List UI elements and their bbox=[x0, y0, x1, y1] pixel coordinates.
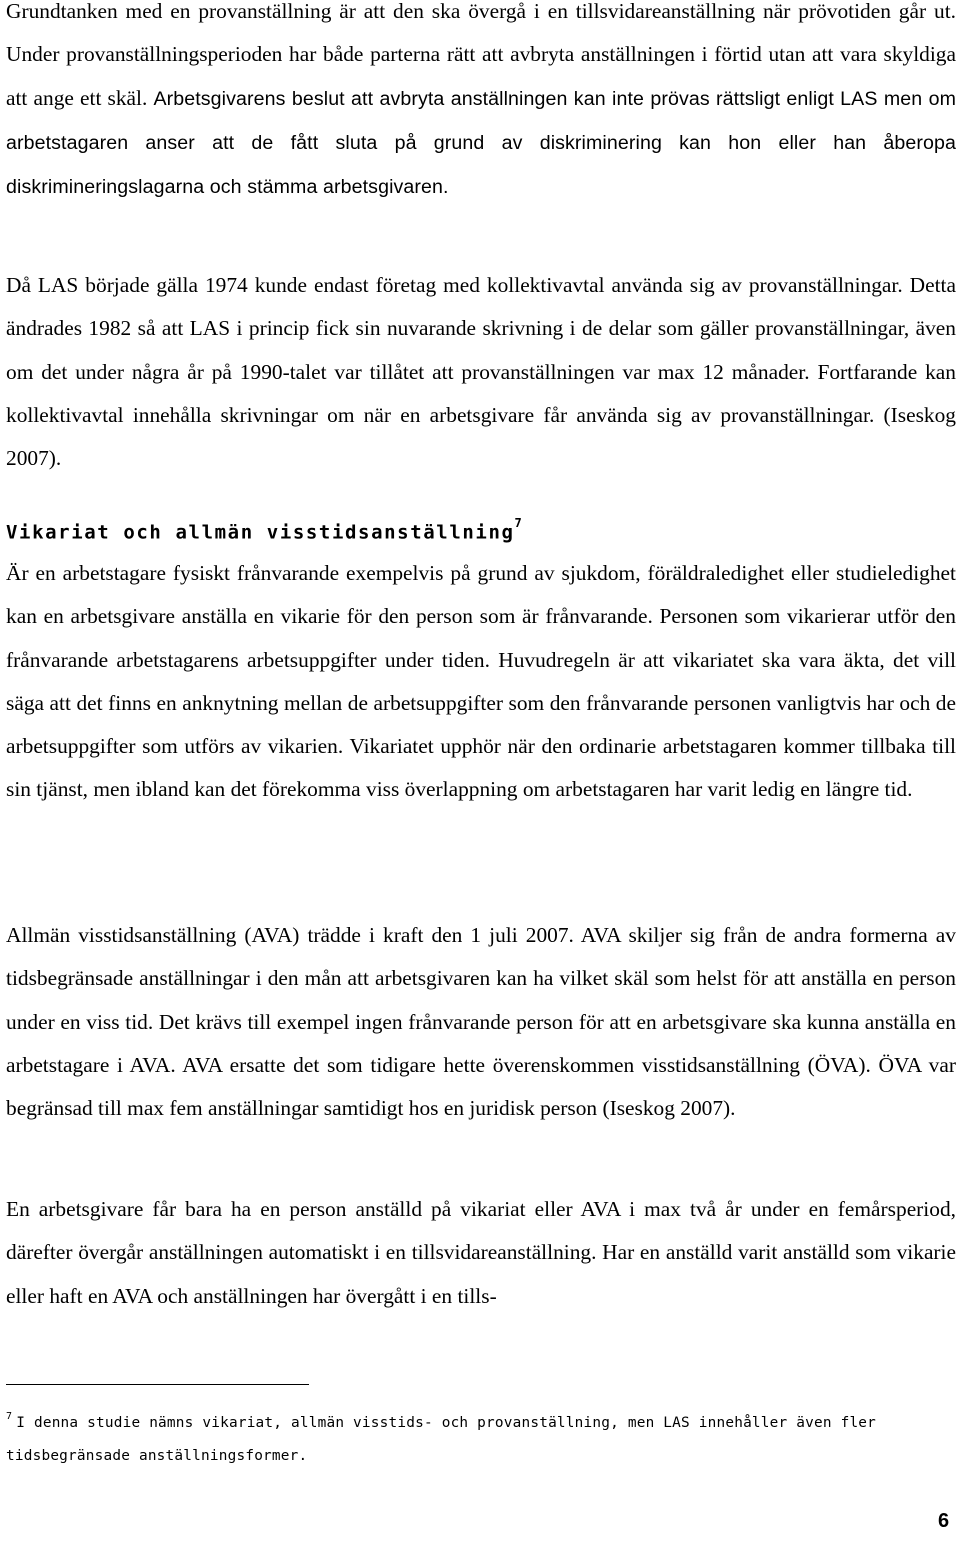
page-number: 6 bbox=[938, 1510, 950, 1532]
paragraph-1-sans-text: Arbetsgivarens beslut att avbryta anställningen kan inte prövas rättsligt enligt LAS men om arbetstagaren anser att de fått sluta på grund av diskriminering kan hon eller han åberopa diskrimineringslagarna och stämma arbetsgivaren. bbox=[6, 87, 956, 199]
paragraph-1-serif-text: Grundtanken med en provanställning är att den ska övergå i en tillsvidareanställning när prövotiden går ut. Under provanställningsperioden har både parterna rätt att avbryta anställningen i förtid utan att vara skyldiga att ange ett skäl. bbox=[6, 0, 956, 110]
section-heading-text: Vikariat och allmän visstidsanställning bbox=[6, 521, 515, 544]
paragraph-las-history: Då LAS började gälla 1974 kunde endast företag med kollektivavtal använda sig av provanställningar. Detta ändrades 1982 så att LAS i princip fick sin nuvarande skrivning i de delar som gäller provanställningar, även om det under några år på 1990-talet var tillåtet att provanställningen var max 12 månader. Fortfarande kan kollektivavtal innehålla skrivningar om när en arbetsgivare får använda sig av provanställningar. (Iseskog 2007). bbox=[6, 273, 956, 471]
paragraph-general-fixed-term: Allmän visstidsanställning (AVA) trädde i kraft den 1 juli 2007. AVA skiljer sig från de andra formerna av tidsbegränsade anställningar i den mån att arbetsgivaren kan ha vilket skäl som helst för att anställa en person under en viss tid. Det krävs till exempel ingen frånvarande person för att en arbetsgivare ska kunna anställa en arbetstagare i AVA. AVA ersatte det som tidigare hette överenskommen visstidsanställning (ÖVA). ÖVA var begränsad till max fem anställningar samtidigt hos en juridisk person (Iseskog 2007). bbox=[6, 923, 956, 1121]
paragraph-probation-purpose bbox=[6, 0, 956, 209]
paragraph-substitute-employment: Är en arbetstagare fysiskt frånvarande exempelvis på grund av sjukdom, föräldraledighet eller studieledighet kan en arbetsgivare anställa en vikarie för den person som är frånvarande. Personen som vikarierar utför den frånvarande arbetstagarens arbetsuppgifter under tiden. Huvudregeln är att vikariatet ska vara äkta, det vill säga att det finns en anknytning mellan de arbetsuppgifter som den frånvarande personen vanligtvis har och de arbetsuppgifter som utförs av vikarien. Vikariatet upphör när den ordinarie arbetstagaren kommer tillbaka till sin tjänst, men ibland kan det förekomma viss överlappning om arbetstagaren har varit ledig en längre tid. bbox=[6, 561, 956, 802]
footnote bbox=[6, 1402, 886, 1473]
footnote-divider bbox=[6, 1384, 309, 1385]
footnote-number: 7 bbox=[6, 1411, 13, 1422]
section-heading bbox=[6, 516, 522, 544]
paragraph-two-year-limit: En arbetsgivare får bara ha en person anställd på vikariat eller AVA i max två år under en femårsperiod, därefter övergår anställningen automatiskt i en tillsvidareanställning. Har en anställd varit anställd som vikarie eller haft en AVA och anställningen har övergått i en tills- bbox=[6, 1197, 956, 1308]
footnote-text: I denna studie nämns vikariat, allmän visstids- och provanställning, men LAS innehåller även fler tidsbegränsade anställningsformer. bbox=[6, 1414, 877, 1464]
footnote-reference: 7 bbox=[514, 516, 522, 530]
